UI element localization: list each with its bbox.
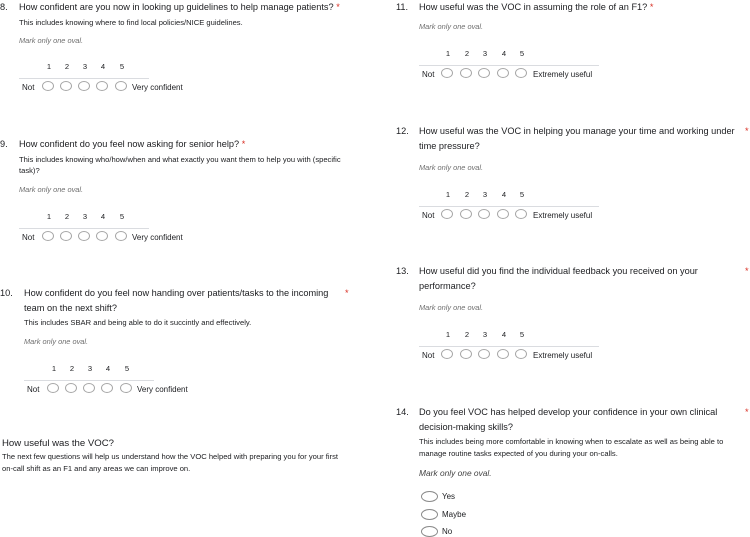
- scale-option-4[interactable]: [96, 231, 108, 241]
- section-title: How useful was the VOC?: [2, 438, 114, 449]
- divider: [419, 346, 599, 347]
- scale-low-label: Not: [22, 83, 35, 92]
- required-asterisk: *: [745, 126, 749, 136]
- scale-option-1[interactable]: [441, 68, 453, 78]
- scale-number: 3: [87, 364, 93, 373]
- scale-number: 5: [119, 62, 125, 71]
- question-13-mark-hint: Mark only one oval.: [419, 303, 484, 312]
- scale-option-1[interactable]: [42, 231, 54, 241]
- scale-low-label: Not: [22, 233, 35, 242]
- option-label: Maybe: [442, 510, 467, 519]
- question-9: [0, 137, 350, 177]
- option-maybe[interactable]: [421, 509, 466, 520]
- divider: [419, 65, 599, 66]
- option-no[interactable]: [421, 526, 452, 537]
- question-11-scale: [419, 65, 599, 82]
- scale-number: 5: [519, 190, 525, 199]
- question-14-mark-hint: Mark only one oval.: [419, 468, 492, 478]
- section-description: The next few questions will help us understand how the VOC helped with preparing you for your first on-call shift as an F1 and any areas we can improve on.: [2, 452, 338, 473]
- scale-option-4[interactable]: [96, 81, 108, 91]
- scale-option-3[interactable]: [83, 383, 95, 393]
- divider: [419, 206, 599, 207]
- scale-number: 4: [501, 190, 507, 199]
- scale-option-2[interactable]: [460, 209, 472, 219]
- scale-number: 4: [100, 212, 106, 221]
- divider: [19, 78, 149, 79]
- question-9-mark-hint: Mark only one oval.: [19, 185, 84, 194]
- question-12-title: How useful was the VOC in helping you manage your time and working under time pressure?: [419, 126, 735, 151]
- question-14-number: 14.: [396, 407, 409, 417]
- scale-number: 2: [464, 190, 470, 199]
- question-10-number: 10.: [0, 288, 13, 298]
- question-11: [396, 0, 741, 15]
- question-13-number: 13.: [396, 266, 409, 276]
- scale-number: 4: [100, 62, 106, 71]
- question-9-scale: [19, 228, 183, 245]
- scale-number: 5: [519, 49, 525, 58]
- scale-high-label: Very confident: [132, 233, 183, 242]
- scale-option-5[interactable]: [115, 81, 127, 91]
- scale-option-3[interactable]: [478, 349, 490, 359]
- scale-number: 1: [445, 49, 451, 58]
- question-14-title: Do you feel VOC has helped develop your confidence in your own clinical decision-making skills?: [419, 407, 718, 432]
- scale-option-3[interactable]: [478, 209, 490, 219]
- scale-number: 3: [82, 62, 88, 71]
- scale-number: 2: [69, 364, 75, 373]
- scale-option-1[interactable]: [441, 349, 453, 359]
- question-13: [396, 264, 750, 293]
- question-11-number: 11.: [396, 2, 409, 12]
- scale-low-label: Not: [422, 211, 435, 220]
- scale-option-3[interactable]: [78, 231, 90, 241]
- question-10-description: This includes SBAR and being able to do it succintly and effectively.: [24, 318, 252, 327]
- option-yes[interactable]: [421, 491, 455, 502]
- scale-high-label: Extremely useful: [533, 70, 593, 79]
- scale-option-4[interactable]: [497, 68, 509, 78]
- scale-number: 4: [105, 364, 111, 373]
- question-8: [0, 0, 345, 28]
- question-8-scale: [19, 78, 183, 95]
- scale-number: 5: [119, 212, 125, 221]
- scale-number: 1: [46, 212, 52, 221]
- required-asterisk: *: [345, 288, 349, 298]
- scale-number: 1: [51, 364, 57, 373]
- required-asterisk: *: [336, 2, 340, 12]
- scale-option-3[interactable]: [78, 81, 90, 91]
- scale-option-1[interactable]: [42, 81, 54, 91]
- question-8-mark-hint: Mark only one oval.: [19, 36, 84, 45]
- scale-option-4[interactable]: [101, 383, 113, 393]
- scale-option-2[interactable]: [60, 81, 72, 91]
- scale-option-5[interactable]: [515, 209, 527, 219]
- scale-option-4[interactable]: [497, 209, 509, 219]
- scale-number: 2: [464, 330, 470, 339]
- question-10-scale: [24, 380, 188, 397]
- question-8-title: How confident are you now in looking up guidelines to help manage patients?: [19, 2, 334, 12]
- scale-number: 2: [64, 212, 70, 221]
- scale-option-5[interactable]: [515, 68, 527, 78]
- question-11-title: How useful was the VOC in assuming the role of an F1?: [419, 2, 648, 12]
- option-label: Yes: [442, 492, 456, 501]
- scale-number: 5: [519, 330, 525, 339]
- radio-oval[interactable]: [421, 509, 438, 520]
- required-asterisk: *: [649, 2, 654, 12]
- question-10: [0, 286, 360, 329]
- section-header: [2, 438, 347, 474]
- question-12-scale: [419, 206, 599, 223]
- scale-low-label: Not: [422, 70, 435, 79]
- question-13-scale: [419, 346, 599, 363]
- scale-option-4[interactable]: [497, 349, 509, 359]
- scale-number: 3: [82, 212, 88, 221]
- scale-number: 3: [482, 330, 488, 339]
- scale-high-label: Extremely useful: [533, 351, 593, 360]
- required-asterisk: *: [241, 139, 246, 149]
- question-9-title: How confident do you feel now asking for senior help?: [19, 139, 240, 149]
- scale-option-2[interactable]: [60, 231, 72, 241]
- scale-low-label: Not: [27, 385, 40, 394]
- question-12-mark-hint: Mark only one oval.: [419, 163, 484, 172]
- question-10-title: How confident do you feel now handing over patients/tasks to the incoming team on the next shift?: [24, 288, 329, 313]
- radio-oval[interactable]: [421, 491, 438, 502]
- scale-option-1[interactable]: [441, 209, 453, 219]
- scale-number: 3: [482, 190, 488, 199]
- scale-number: 2: [64, 62, 70, 71]
- scale-number: 1: [445, 190, 451, 199]
- scale-option-5[interactable]: [115, 231, 127, 241]
- required-asterisk: *: [745, 407, 749, 417]
- scale-high-label: Extremely useful: [533, 211, 593, 220]
- scale-option-2[interactable]: [460, 349, 472, 359]
- option-label: No: [442, 527, 453, 536]
- scale-option-1[interactable]: [47, 383, 59, 393]
- question-8-description: This includes knowing where to find local policies/NICE guidelines.: [19, 17, 243, 27]
- scale-number: 5: [124, 364, 130, 373]
- question-12: [396, 124, 750, 153]
- divider: [19, 228, 149, 229]
- scale-option-5[interactable]: [515, 349, 527, 359]
- required-asterisk: *: [745, 266, 749, 276]
- question-8-number: 8.: [0, 2, 8, 12]
- question-14: [396, 405, 750, 459]
- scale-option-2[interactable]: [460, 68, 472, 78]
- divider: [24, 380, 154, 381]
- question-12-number: 12.: [396, 126, 409, 136]
- scale-high-label: Very confident: [137, 385, 188, 394]
- question-9-description: This includes knowing who/how/when and what exactly you want them to help you with (specific task)?: [19, 154, 341, 175]
- scale-option-2[interactable]: [65, 383, 77, 393]
- scale-low-label: Not: [422, 351, 435, 360]
- scale-option-5[interactable]: [120, 383, 132, 393]
- question-10-mark-hint: Mark only one oval.: [24, 337, 89, 346]
- question-14-description: This includes being more comfortable in knowing when to escalate as well as being able to manage routine tasks expected of you during your on-calls.: [419, 437, 724, 458]
- radio-oval[interactable]: [421, 526, 438, 537]
- question-11-mark-hint: Mark only one oval.: [419, 22, 484, 31]
- question-13-title: How useful did you find the individual feedback you received on your performance?: [419, 266, 698, 291]
- question-9-number: 9.: [0, 139, 8, 149]
- scale-number: 2: [464, 49, 470, 58]
- scale-number: 1: [445, 330, 451, 339]
- scale-number: 4: [501, 49, 507, 58]
- scale-high-label: Very confident: [132, 83, 183, 92]
- scale-number: 1: [46, 62, 52, 71]
- scale-number: 3: [482, 49, 488, 58]
- scale-option-3[interactable]: [478, 68, 490, 78]
- scale-number: 4: [501, 330, 507, 339]
